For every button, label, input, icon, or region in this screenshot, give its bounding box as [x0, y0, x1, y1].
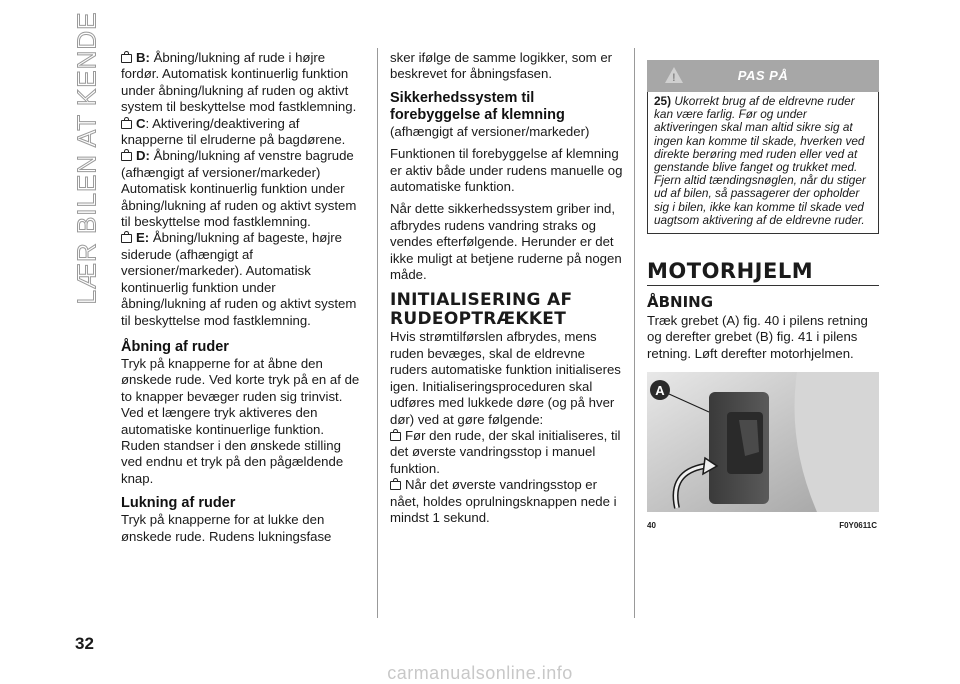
column-1 [121, 50, 363, 545]
init-text: Hvis strømtilførslen afbrydes, mens ruden bevæges, skal de eldrevne ruders automatiske funktion initialiseres igen. Initialiseringsproceduren skal udføres med lukkede døre (og på hver dør) ved at gøre følgende: [390, 329, 621, 427]
closing-text: Tryk på knapperne for at lukke den ønskede rude. Rudens lukningsfase [121, 512, 332, 544]
safety-subtitle: (afhængigt af versioner/markeder) [390, 123, 590, 139]
column-divider-1 [377, 48, 378, 618]
init-step-2: Når det øverste vandringsstop er nået, holdes oprulningsknappen nede i mindst 1 sekund. [390, 477, 617, 525]
safety-paragraph-2: Når dette sikkerhedssystem griber ind, afbrydes rudens vandring straks og vendes efterfølgende. Herunder er det ikke muligt at betjene ruderne på nogen måde. [390, 201, 622, 283]
opening-heading: Åbning af ruder [121, 338, 229, 355]
switch-icon [390, 432, 401, 441]
continued-text: sker ifølge de samme logikker, som er beskrevet for åbningsfasen. [390, 50, 613, 82]
item-c: C: Aktivering/deaktivering af knapperne til elruderne på bagdørene. [121, 115, 346, 148]
section-subtitle: ÅBNING [647, 293, 714, 312]
column-2 [390, 50, 626, 526]
figure-label-a: A [655, 383, 665, 399]
item-e: E: Åbning/lukning af bageste, højre siderude (afhængigt af versioner/markeder). Automatisk kontinuerlig funktion under åbning/lukning af ruden og aktivt system til beskyttelse mod fastklemning. [121, 230, 357, 328]
switch-icon [121, 120, 132, 129]
warning-triangle-icon: ! [665, 67, 683, 83]
page-number: 32 [75, 634, 94, 653]
switch-icon [121, 234, 132, 243]
warning-title: PAS PÅ [737, 68, 789, 83]
safety-heading: Sikkerhedssystem til forebyggelse af klemning [390, 89, 565, 123]
init-heading: INITIALISERING AF RUDEOPTRÆKKET [390, 290, 573, 330]
switch-icon [121, 54, 132, 63]
chapter-side-title: LÆR BILEN AT KENDE [71, 11, 102, 305]
footer-watermark: carmanualsonline.info [387, 663, 573, 683]
warning-header [647, 60, 879, 92]
hood-release-illustration [647, 372, 879, 512]
figure-code: F0Y0611C [839, 521, 877, 531]
figure-hood-release [647, 372, 879, 531]
init-step-1: Før den rude, der skal initialiseres, til det øverste vandringsstop i manuel funktion. [390, 427, 621, 476]
figure-number: 40 [647, 521, 656, 531]
switch-icon [121, 152, 132, 161]
item-b: B: Åbning/lukning af rude i højre fordør. Automatisk kontinuerlig funktion under åbning/lukning af ruden og aktivt system til beskyttelse mod fastklemning. [121, 50, 357, 115]
safety-paragraph-1: Funktionen til forebyggelse af klemning er aktiv både under rudens manuelle og automatiske funktion. [390, 146, 623, 195]
warning-box: 25) Ukorrekt brug af de eldrevne ruder kan være farlig. Før og under aktiveringen skal man altid sikre sig at ingen kan komme til skade, hverken ved direkte berøring med ruden eller ved at genstande blive fanget og trukket med. Fjern altid tændingsnøglen, når du stiger ud af bilen, så passagerer der opholder sig i bilen, ikke kan komme til skade ved uagtsom aktivering af de eldrevne ruder. [647, 92, 879, 234]
switch-icon [390, 481, 401, 490]
section-text: Træk grebet (A) fig. 40 i pilens retning og derefter grebet (B) fig. 41 i pilens retning. Løft derefter motorhjelmen. [647, 312, 868, 361]
item-d: D: Åbning/lukning af venstre bagrude (afhængigt af versioner/markeder) Automatisk kontinuerlig funktion under åbning/lukning af ruden og aktivt system til beskyttelse mod fastklemning. [121, 148, 357, 230]
opening-text: Tryk på knapperne for at åbne den ønskede rude. Ved korte tryk på en af de to knapper bevæger ruden sig trinvist. Ved et længere tryk aktiveres den automatiske kontinuerlige funktion. Ruden standser i den ønskede stilling ved endnu et tryk på den pågældende knap. [121, 355, 360, 486]
closing-heading: Lukning af ruder [121, 495, 236, 512]
column-3 [647, 60, 879, 531]
column-divider-2 [634, 48, 635, 618]
section-title: MOTORHJELM [647, 263, 879, 286]
